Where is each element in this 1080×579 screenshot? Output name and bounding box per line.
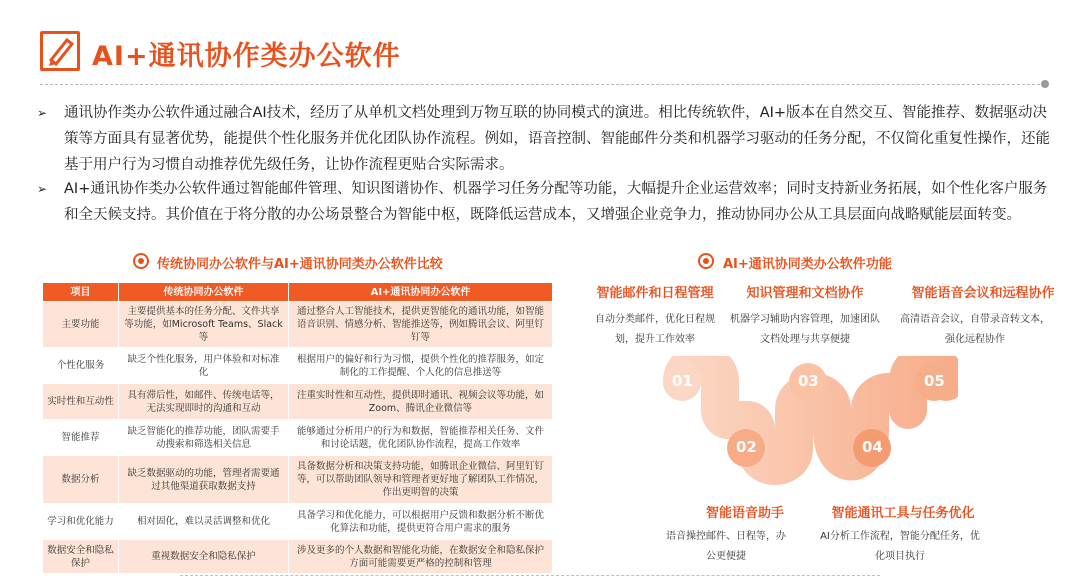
feature-desc-04: AI分析工作流程，智能分配任务，优化项目执行 — [820, 531, 980, 562]
row-label: 数据安全和隐私保护 — [43, 540, 119, 574]
bullet-paragraph-2 — [37, 176, 1050, 256]
table-cell: 通过整合人工智能技术，提供更智能化的通讯功能，如智能语音识别、情感分析、智能推送等，例如腾讯会议、阿里钉钉等 — [289, 302, 553, 348]
table-cell: 具有滞后性，如邮件、传统电话等，无法实现即时的沟通和互动 — [119, 384, 289, 420]
divider-dot — [1041, 80, 1049, 88]
table-cell: 注重实时性和互动性，提供即时通讯、视频会议等功能，如Zoom、腾讯企业微信等 — [289, 384, 553, 420]
feature-title-02: 智能语音助手 — [705, 506, 784, 521]
table-row — [43, 456, 553, 504]
footer-divider — [180, 575, 880, 576]
arrow-bullet-icon: ➢ — [37, 106, 48, 120]
table-cell: 缺乏智能化的推荐功能，团队需要手动搜索和筛选相关信息 — [119, 420, 289, 456]
table-cell: 能够通过分析用户的行为和数据，智能推荐相关任务、文件和讨论话题，优化团队协作流程，提高工作效率 — [289, 420, 553, 456]
page-title: AI+通讯协作类办公软件 — [92, 41, 401, 72]
column-header: AI+通讯协同办公软件 — [289, 283, 553, 302]
title-divider — [40, 84, 1045, 85]
feature-desc-01: 自动分类邮件，优化日程规划，提升工作效率 — [595, 314, 715, 345]
table-row — [43, 540, 553, 574]
comparison-section-title: 传统协同办公软件与AI+通讯协同类办公软件比较 — [157, 257, 443, 272]
feature-title-03: 知识管理和文档协作 — [746, 286, 864, 301]
row-label: 个性化服务 — [43, 348, 119, 384]
table-cell: 重视数据安全和隐私保护 — [119, 540, 289, 574]
table-cell: 具备学习和优化能力，可以根据用户反馈和数据分析不断优化算法和功能，提供更符合用户需求的服务 — [289, 504, 553, 540]
row-label: 学习和优化能力 — [43, 504, 119, 540]
row-label: 主要功能 — [43, 302, 119, 348]
step-number-01: 01 — [672, 372, 693, 390]
feature-desc-02: 语音操控邮件、日程等，办公更便捷 — [666, 531, 786, 562]
feature-title-04: 智能通讯工具与任务优化 — [831, 506, 975, 521]
bullet-paragraph-1 — [37, 100, 1050, 180]
bullet-text: 通讯协作类办公软件通过融合AI技术，经历了从单机文档处理到万物互联的协同模式的演进。相比传统软件，AI+版本在自然交互、智能推荐、数据驱动决策等方面具有显著优势，能提供个性化服务并优化团队协作流程。例如，语音控制、智能邮件分类和机器学习驱动的任务分配，不仅简化重复性操作，还能基于用户行为习惯自动推荐优先级任务，让协作流程更贴合实际需求。 — [64, 105, 1050, 173]
table-row — [43, 348, 553, 384]
arrow-bullet-icon: ➢ — [37, 182, 48, 196]
table-row — [43, 302, 553, 348]
target-icon — [698, 253, 714, 269]
feature-title-05: 智能语音会议和远程协作 — [911, 286, 1055, 301]
feature-desc-05: 高清语音会议，自带录音转文本，强化远程协作 — [900, 314, 1050, 345]
step-number-05: 05 — [924, 372, 945, 390]
table-cell: 根据用户的偏好和行为习惯，提供个性化的推荐服务，如定制化的工作提醒、个人化的信息推送等 — [289, 348, 553, 384]
title-icon — [40, 31, 80, 71]
row-label: 智能推荐 — [43, 420, 119, 456]
column-header: 项目 — [43, 283, 119, 302]
step-number-02: 02 — [736, 438, 757, 456]
table-cell: 主要提供基本的任务分配、文件共享等功能，如Microsoft Teams、Slack等 — [119, 302, 289, 348]
row-label: 实时性和互动性 — [43, 384, 119, 420]
comparison-table — [42, 282, 553, 574]
table-header-row — [43, 283, 553, 302]
table-cell: 缺乏个性化服务，用户体验和对标准化 — [119, 348, 289, 384]
row-label: 数据分析 — [43, 456, 119, 504]
feature-desc-03: 机器学习辅助内容管理，加速团队文档处理与共享便捷 — [730, 314, 880, 345]
table-row — [43, 420, 553, 456]
table-cell: 缺乏数据驱动的功能，管理者需要通过其他渠道获取数据支持 — [119, 456, 289, 504]
column-header: 传统协同办公软件 — [119, 283, 289, 302]
feature-title-01: 智能邮件和日程管理 — [596, 286, 714, 301]
bullet-text: AI+通讯协作类办公软件通过智能邮件管理、知识图谱协作、机器学习任务分配等功能，大幅提升企业运营效率；同时支持新业务拓展，如个性化客户服务和全天候支持。其价值在于将分散的办公场景整合为智能中枢，既降低运营成本，又增强企业竞争力，推动协同办公从工具层面向战略赋能层面转变。 — [64, 181, 1048, 223]
target-icon — [133, 253, 149, 269]
table-row — [43, 384, 553, 420]
table-cell: 具备数据分析和决策支持功能，如腾讯企业微信、阿里钉钉等，可以帮助团队领导和管理者更好地了解团队工作情况，作出更明智的决策 — [289, 456, 553, 504]
table-cell: 涉及更多的个人数据和智能化功能，在数据安全和隐私保护方面可能需要更严格的控制和管理 — [289, 540, 553, 574]
features-section-title: AI+通讯协同类办公软件功能 — [723, 257, 892, 272]
table-cell: 相对固化，难以灵活调整和优化 — [119, 504, 289, 540]
step-number-03: 03 — [798, 372, 819, 390]
step-number-04: 04 — [862, 438, 883, 456]
table-row — [43, 504, 553, 540]
